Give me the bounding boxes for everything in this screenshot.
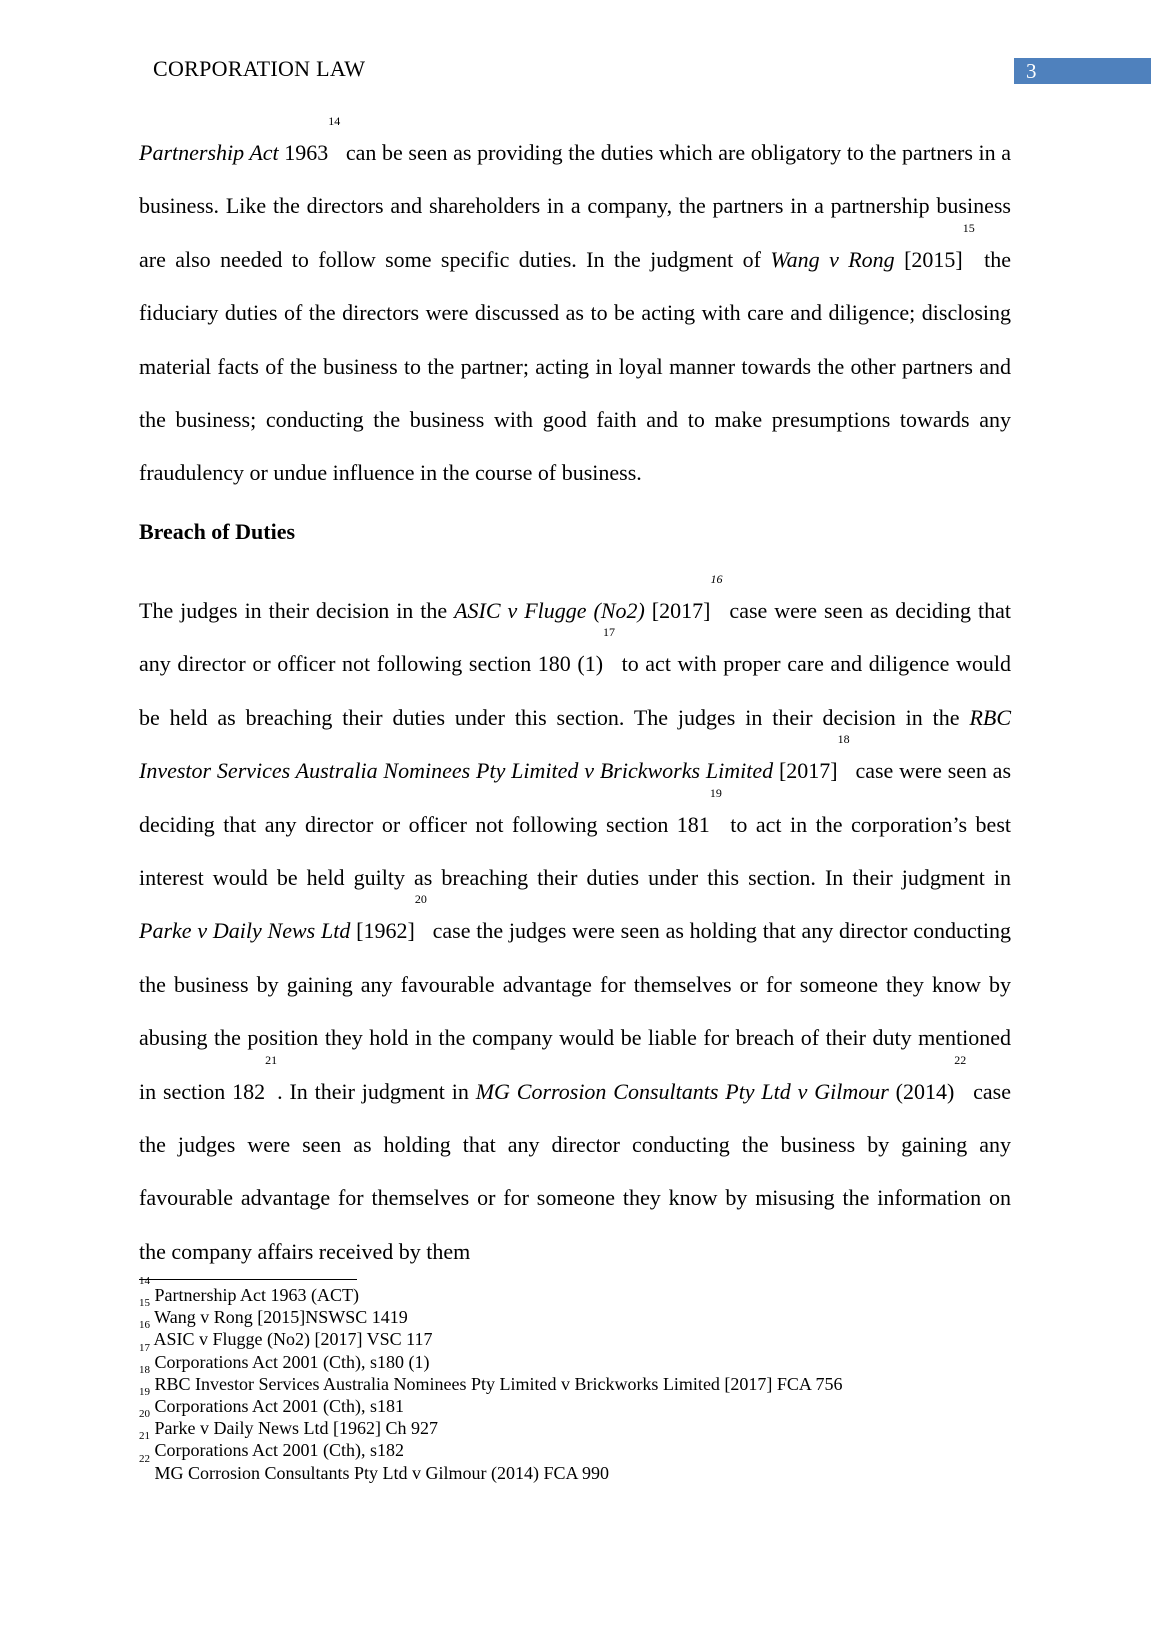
case-name: Partnership Act (139, 140, 279, 165)
case-name: Parke v Daily News Ltd (139, 918, 351, 944)
running-header-title: CORPORATION LAW (153, 56, 366, 81)
footnote-ref[interactable]: 21 (265, 1052, 278, 1067)
paragraph-breach-of-duties (139, 572, 1012, 1278)
footnote-number: 21 (139, 1430, 150, 1443)
footnote-text: Corporations Act 2001 (Cth), s182 (150, 1440, 404, 1461)
footnote-number: 18 (139, 1363, 150, 1376)
footnote-20 (139, 1408, 1039, 1439)
footnote-text: Corporations Act 2001 (Cth), s181 (150, 1396, 404, 1417)
footnote-ref[interactable]: 14 (328, 114, 341, 128)
text-run: to act with proper care and diligence would be held as breaching their duties under this section. The judges in their decision in the (139, 651, 1011, 730)
case-name: MG Corrosion Consultants Pty Ltd v Gilmour (475, 1078, 889, 1104)
case-name: ASIC v Flugge (No2) (454, 598, 645, 623)
text-run: [1962] (350, 918, 415, 944)
page-number: 3 (1014, 58, 1151, 84)
footnote-number: 14 (139, 1275, 150, 1287)
footnote-number: 19 (139, 1386, 150, 1399)
footnote-ref[interactable]: 15 (962, 220, 975, 235)
footnote-number: 22 (139, 1452, 150, 1465)
footnote-ref[interactable]: 22 (954, 1052, 967, 1067)
text-run: case the judges were seen as holding that any director conducting the business by gaining any favourable advantage for themselves or for someone they know by misusing the information on the company affairs received by them (139, 1078, 1011, 1264)
footnote-ref[interactable]: 19 (709, 785, 722, 800)
text-run: can be seen as providing the duties which are obligatory to the partners in a business. Like the directors and shareholders in a company, the partners in a partnership business are also needed to follow some specific duties. In the judgment of (139, 140, 1012, 272)
footnote-text: MG Corrosion Consultants Pty Ltd v Gilmour (2014) FCA 990 (150, 1462, 610, 1483)
text-run: . In their judgment in (277, 1078, 476, 1104)
text-run: to act in the corporation’s best interest would be held guilty as breaching their duties under this section. In their judgment in (139, 811, 1011, 891)
text-run: case the judges were seen as holding that any director conducting the business by gaining any favourable advantage for themselves or for someone they know by abusing the position they hold in the company would be liable for breach of their duty mentioned in section 182 (139, 918, 1011, 1104)
footnote-text: RBC Investor Services Australia Nominees Pty Limited v Brickworks Limited [2017] FCA 756 (150, 1373, 843, 1394)
footnote-separator (139, 1279, 357, 1280)
footnote-text: Corporations Act 2001 (Cth), s180 (1) (150, 1351, 430, 1372)
text-run: case were seen as deciding that any director or officer not following section 181 (139, 758, 1012, 837)
footnote-17 (139, 1341, 1039, 1373)
footnote-number: 17 (139, 1341, 150, 1354)
footnote-ref[interactable]: 20 (414, 892, 427, 907)
footnote-text: Parke v Daily News Ltd [1962] Ch 927 (150, 1418, 438, 1439)
footnote-ref[interactable]: 18 (837, 732, 850, 747)
footnote-22 (139, 1452, 1039, 1484)
footnote-number: 15 (139, 1297, 150, 1310)
text-run: (2014) (888, 1078, 955, 1104)
footnote-16 (139, 1319, 1039, 1350)
footnote-text: ASIC v Flugge (No2) [2017] VSC 117 (150, 1329, 433, 1350)
footnote-18 (139, 1363, 1039, 1395)
footnote-number: 20 (139, 1408, 150, 1421)
footnote-number: 16 (139, 1319, 150, 1332)
text-run: [2015] (894, 246, 963, 272)
case-name: Wang v Rong (770, 246, 895, 272)
text-run: case were seen as deciding that any director or officer not following section 180 (1) (139, 598, 1011, 677)
footnotes (139, 1275, 1039, 1484)
text-run: [2017] (644, 598, 711, 623)
footnote-text: Partnership Act 1963 (ACT) (150, 1285, 359, 1305)
footnote-text: Wang v Rong [2015]NSWSC 1419 (150, 1307, 408, 1328)
footnote-14 (139, 1275, 1039, 1306)
footnote-ref[interactable]: 17 (603, 625, 616, 640)
paragraph-partnership-duties (139, 114, 1012, 500)
footnote-19 (139, 1386, 1039, 1417)
section-heading: Breach of Duties (139, 519, 296, 544)
case-name: RBC Investor Services Australia Nominees Pty Limited v Brickworks Limited (139, 704, 1011, 784)
footnote-21 (139, 1430, 1039, 1461)
text-run: 1963 (278, 140, 329, 165)
text-run: [2017] (773, 758, 838, 784)
text-run: The judges in their decision in the (139, 598, 455, 623)
text-run: the fiduciary duties of the directors were discussed as to be acting with care and diligence; disclosing material facts of the business to the partner; acting in loyal manner towards the other partners and the business; conducting the business with good faith and to make presumptions towards any fraudulency or undue influence in the course of business. (139, 246, 1011, 486)
footnote-ref[interactable]: 16 (710, 572, 723, 586)
footnote-15 (139, 1297, 1039, 1328)
